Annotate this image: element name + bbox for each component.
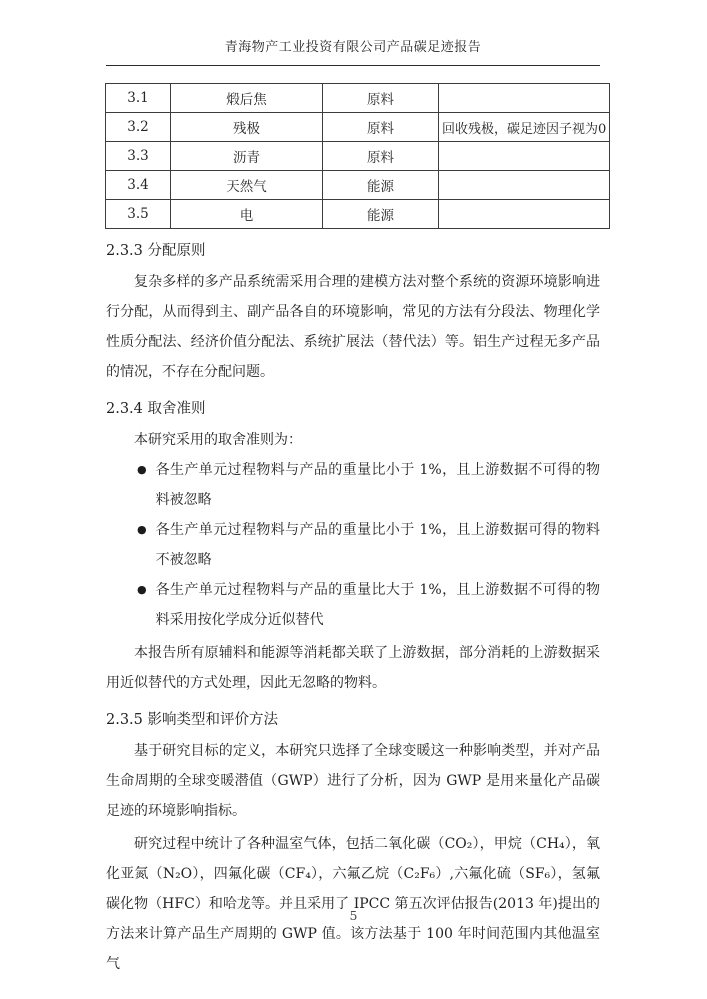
list-item xyxy=(106,575,600,635)
row-no: 3.4 xyxy=(106,171,171,200)
list-item xyxy=(106,455,600,515)
row-name: 电 xyxy=(171,200,323,229)
section-heading-233: 2.3.3 分配原则 xyxy=(106,243,206,259)
row-category: 能源 xyxy=(323,171,439,200)
row-no: 3.3 xyxy=(106,142,171,171)
row-name: 煅后焦 xyxy=(171,84,323,113)
row-no: 3.1 xyxy=(106,84,171,113)
row-remark xyxy=(439,171,610,200)
page-header xyxy=(106,38,600,66)
bullet-icon: ● xyxy=(137,523,147,536)
list-item-text: 各生产单元过程物料与产品的重量比小于 1%，且上游数据可得的物料不被忽略 xyxy=(155,522,600,568)
list-item-text: 各生产单元过程物料与产品的重量比小于 1%，且上游数据不可得的物料被忽略 xyxy=(155,462,600,508)
row-category: 原料 xyxy=(323,84,439,113)
table-row xyxy=(106,171,610,200)
page-title: 青海物产工业投资有限公司产品碳足迹报告 xyxy=(224,40,482,55)
row-remark xyxy=(439,84,610,113)
paragraph-cutoff-intro: 本研究采用的取舍准则为： xyxy=(134,432,302,448)
table-row xyxy=(106,113,610,142)
row-remark xyxy=(439,142,610,171)
row-name: 沥青 xyxy=(171,142,323,171)
row-name: 天然气 xyxy=(171,171,323,200)
section-heading-235: 2.3.5 影响类型和评价方法 xyxy=(106,712,279,728)
paragraph-allocation: 复杂多样的多产品系统需采用合理的建模方法对整个系统的资源环境影响进行分配，从而得到主、副产品各自的环境影响，常见的方法有分段法、物理化学性质分配法、经济价值分配法、系统扩展法（替代法）等。铝生产过程无多产品的情况，不存在分配问题。 xyxy=(106,274,600,380)
row-category: 原料 xyxy=(323,113,439,142)
page-number: 5 xyxy=(349,908,358,923)
table-row xyxy=(106,84,610,113)
row-no: 3.2 xyxy=(106,113,171,142)
section-heading-234: 2.3.4 取舍准则 xyxy=(106,401,206,417)
list-item xyxy=(106,515,600,575)
row-category: 能源 xyxy=(323,200,439,229)
table-row xyxy=(106,142,610,171)
row-name: 残极 xyxy=(171,113,323,142)
bullet-icon: ● xyxy=(137,463,147,476)
list-item-text: 各生产单元过程物料与产品的重量比大于 1%，且上游数据不可得的物料采用按化学成分近似替代 xyxy=(155,582,600,628)
bullet-icon: ● xyxy=(137,583,147,596)
paragraph-cutoff-conclusion: 本报告所有原辅料和能源等消耗都关联了上游数据，部分消耗的上游数据采用近似替代的方式处理，因此无忽略的物料。 xyxy=(106,645,600,691)
paragraph-greenhouse-gases: 研究过程中统计了各种温室气体，包括二氧化碳（CO₂），甲烷（CH₄），氧化亚氮（N₂O），四氟化碳（CF₄），六氟乙烷（C₂F₆）,六氟化硫（SF₆），氢氟碳化物（HFC）和哈龙等。并且采用了 IPCC 第五次评估报告(2013 年)提出的方法来计算产品生产周期的 GWP 值。该方法基于 100 年时间范围内其他温室气 xyxy=(106,836,600,972)
row-no: 3.5 xyxy=(106,200,171,229)
row-remark: 回收残极，碳足迹因子视为0 xyxy=(439,113,610,142)
materials-table xyxy=(105,83,610,229)
row-category: 原料 xyxy=(323,142,439,171)
cutoff-rules-list xyxy=(106,455,600,635)
paragraph-gwp: 基于研究目标的定义，本研究只选择了全球变暖这一种影响类型，并对产品生命周期的全球变暖潜值（GWP）进行了分析，因为 GWP 是用来量化产品碳足迹的环境影响指标。 xyxy=(106,743,600,819)
row-remark xyxy=(439,200,610,229)
table-row xyxy=(106,200,610,229)
